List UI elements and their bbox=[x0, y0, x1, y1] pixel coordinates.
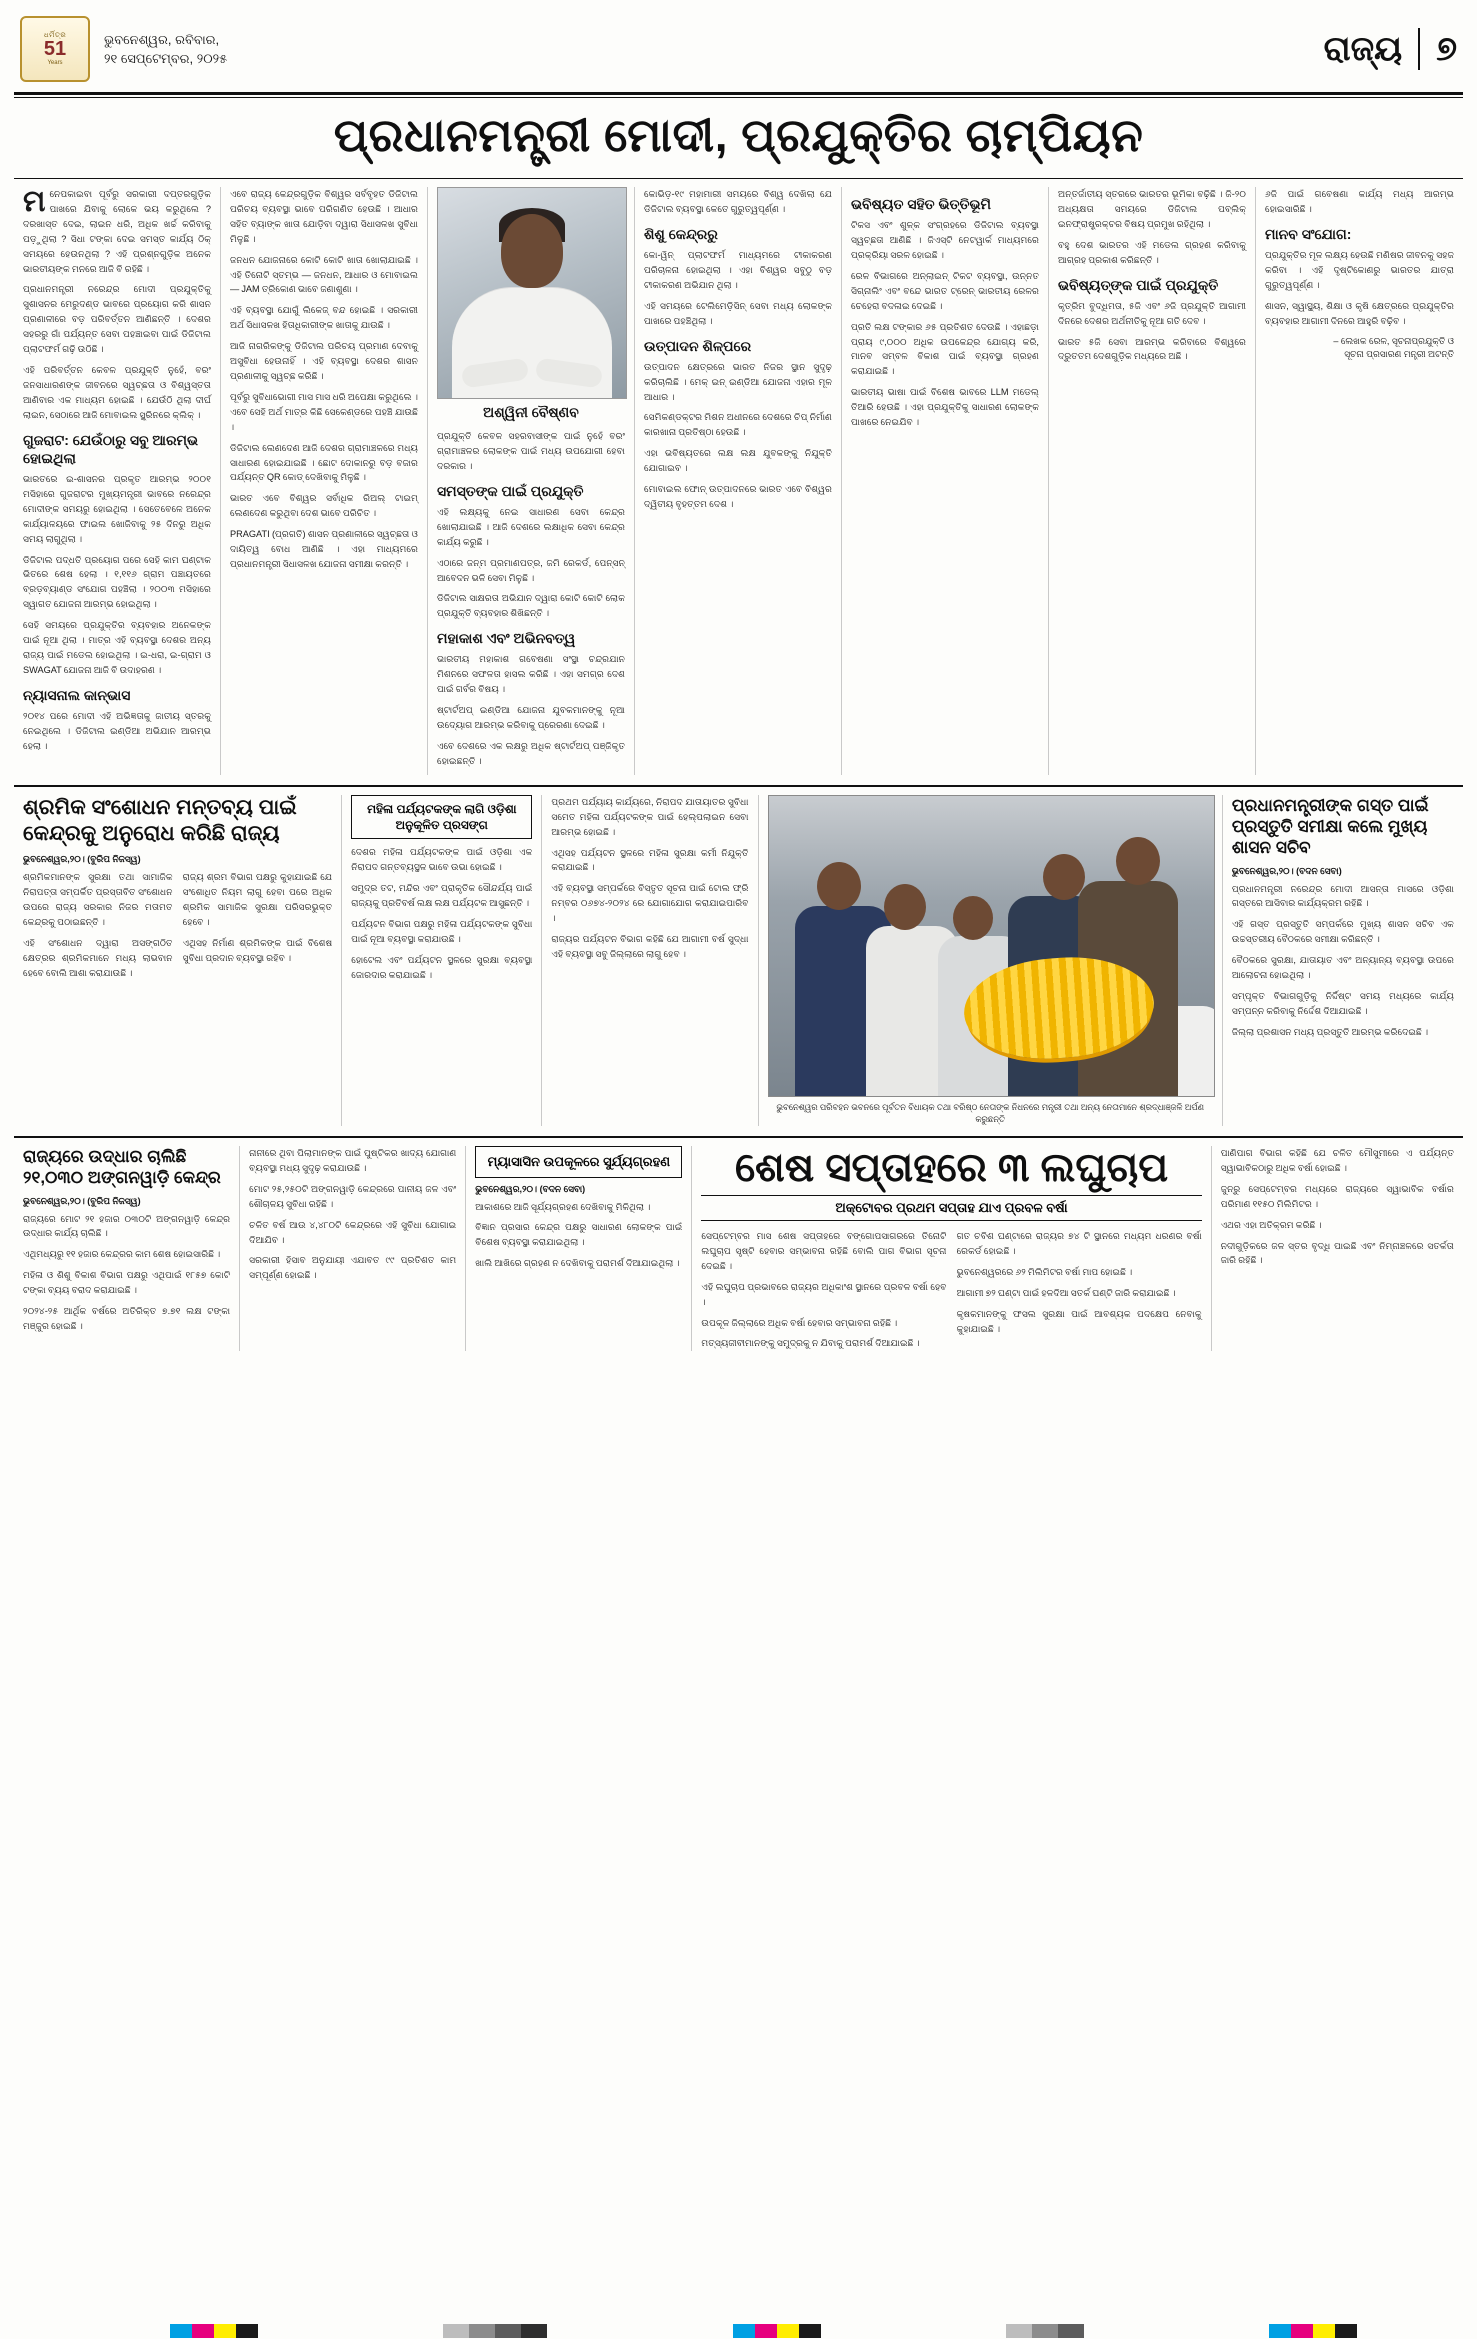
masthead-rule-thin bbox=[14, 97, 1463, 98]
paragraph: ଭୁବନେଶ୍ୱରରେ ୬୨ ମିଲିମିଟର ବର୍ଷା ମାପ ହୋଇଛି । bbox=[956, 1266, 1133, 1277]
story-dateline: ଭୁବନେଶ୍ୱର,୨୦। (ବଦନ ସେବା) bbox=[1231, 865, 1342, 876]
paragraph: ପ୍ରଧାନମନ୍ତ୍ରୀ ନରେନ୍ଦ୍ର ମୋଦୀ ପ୍ରଯୁକ୍ତିକୁ ସୁଶାସନର ମେରୁଦଣ୍ଡ ଭାବରେ ପ୍ରୟୋଗ କରି ଶାସନ ପ୍ରଣାଳୀରେ ବଡ଼ ପରିବର୍ତ୍ତନ ଆଣିଛନ୍ତି । ଦେଶର ସହରରୁ ଗାଁ ପର୍ଯ୍ୟନ୍ତ ସେବା ପହଞ୍ଚାଇବା ପାଇଁ ଡିଜିଟାଲ ପ୍ଲାଟଫର୍ମ ଗଢ଼ି ଉଠିଛି । bbox=[23, 284, 211, 355]
paragraph: ମହିଳା ଓ ଶିଶୁ ବିକାଶ ବିଭାଗ ପକ୍ଷରୁ ଏଥିପାଇଁ ୧୮୫୭ କୋଟି ଟଙ୍କା ବ୍ୟୟ ବରାଦ କରାଯାଇଛି । bbox=[23, 1270, 231, 1296]
story-body bbox=[701, 1229, 1201, 1351]
photo-head-shape bbox=[501, 214, 563, 288]
paragraph: ଏହି ବ୍ୟବସ୍ଥା ସମ୍ପର୍କରେ ବିସ୍ତୃତ ସୂଚନା ପାଇଁ ଟୋଲ ଫ୍ରି ନମ୍ବର ୦୬୭୪-୨୦୨୪ ରେ ଯୋଗାଯୋଗ କରାଯାଇପାରିବ । bbox=[551, 883, 749, 924]
band-2 bbox=[14, 795, 1463, 1126]
paragraph: ସରକାରୀ ହିସାବ ଅନୁଯାୟୀ ଏଯାବତ ୯୯ ପ୍ରତିଶତ କାମ ସମ୍ପୂର୍ଣ୍ଣ ହୋଇଛି । bbox=[249, 1255, 457, 1281]
band-3 bbox=[14, 1146, 1463, 1351]
paragraph: ଏହି ଲଘୁଚାପ ପ୍ରଭାବରେ ରାଜ୍ୟର ଅଧିକାଂଶ ସ୍ଥାନରେ ପ୍ରବଳ ବର୍ଷା ହେବ । bbox=[701, 1281, 947, 1307]
story-pm-visit-review bbox=[1223, 795, 1463, 1126]
paragraph: ଖାଲି ଆଖିରେ ଗ୍ରହଣ ନ ଦେଖିବାକୁ ପରାମର୍ଶ ଦିଆଯାଇଥିଲା । bbox=[475, 1258, 680, 1269]
paragraph: ଭାରତୀୟ ଭାଷା ପାଇଁ ବିଶେଷ ଭାବରେ LLM ମଡେଲ୍‌ ତିଆରି ହେଉଛି । ଏହା ପ୍ରଯୁକ୍ତିକୁ ସାଧାରଣ ଲୋକଙ୍କ ପାଖରେ ନେଇଯିବ । bbox=[851, 387, 1039, 428]
paragraph: ଏହି ବ୍ୟବସ୍ଥା ଯୋଗୁଁ ଲିକେଜ୍‌ ବନ୍ଦ ହୋଇଛି । ସରକାରୀ ଅର୍ଥ ସିଧାସଳଖ ହିତାଧିକାରୀଙ୍କ ଖାତାକୁ ଯାଉଛି । bbox=[230, 305, 418, 331]
paragraph: ଏହି ସମୟରେ ଟେଲିମେଡ଼ିସିନ୍‌ ସେବା ମଧ୍ୟ ଲୋକଙ୍କ ପାଖରେ ପହଞ୍ଚିଥିଲା । bbox=[644, 300, 832, 326]
registration-color-bar bbox=[0, 2323, 1477, 2339]
boxed-headline: ମହିଳା ପର୍ଯ୍ୟଟକଙ୍କ ଲାଗି ଓଡ଼ିଶା ଅନୁକୂଳିତ ପ୍ରସଙ୍ଗ bbox=[351, 795, 532, 839]
paragraph: ରାଜ୍ୟରେ ମୋଟ ୨୧ ହଜାର ୦୩୦ଟି ଅଙ୍ଗନୱାଡ଼ି କେନ୍ଦ୍ର ଉଦ୍ଧାର କାର୍ଯ୍ୟ ଚାଲିଛି । bbox=[23, 1213, 231, 1239]
photo-caption: ଅଶ୍ୱିନୀ ବୈଷ୍ଣବ bbox=[483, 404, 579, 420]
paragraph: ଷ୍ଟାର୍ଟଅପ୍‌ ଇଣ୍ଡିଆ ଯୋଜନା ଯୁବକମାନଙ୍କୁ ନୂଆ ଉଦ୍ୟୋଗ ଆରମ୍ଭ କରିବାକୁ ପ୍ରେରଣା ଦେଇଛି । bbox=[437, 705, 625, 731]
paragraph: ପ୍ରଯୁକ୍ତି କେବଳ ସହରବାସୀଙ୍କ ପାଇଁ ନୁହେଁ ବରଂ ଗ୍ରାମାଞ୍ଚଳର ଲୋକଙ୍କ ପାଇଁ ମଧ୍ୟ ଉପଯୋଗୀ ହେବା ଦରକାର । bbox=[437, 431, 625, 471]
subheading: ଭବିଷ୍ୟତ୍‌ଙ୍କ ପାଇଁ ପ୍ରଯୁକ୍ତି bbox=[1058, 276, 1219, 293]
subheading: ଭବିଷ୍ୟତ ସହିତ ଭିତ୍ତିଭୂମି bbox=[851, 196, 991, 212]
paragraph: ଉପକୂଳ ଜିଲ୍ଲାରେ ଅଧିକ ବର୍ଷା ହେବାର ସମ୍ଭାବନା ରହିଛି । bbox=[701, 1317, 898, 1328]
subheading: ଶିଶୁ କେନ୍ଦ୍ରରୁ bbox=[644, 225, 718, 242]
photo-person-head-shape bbox=[817, 862, 861, 910]
paragraph: ଆକାଶରେ ଆଜି ସୂର୍ଯ୍ୟଗ୍ରହଣ ଦେଖିବାକୁ ମିଳିଥିଲା । bbox=[475, 1201, 651, 1212]
paragraph: ଡିଜିଟାଲ ସାକ୍ଷରତା ଅଭିଯାନ ଦ୍ୱାରା କୋଟି କୋଟି ଲୋକ ପ୍ରଯୁକ୍ତି ବ୍ୟବହାର ଶିଖିଛନ୍ତି । bbox=[437, 593, 625, 619]
paragraph: ଚଳିତ ବର୍ଷ ଆଉ ୪,୪୮୦ଟି କେନ୍ଦ୍ରରେ ଏହି ସୁବିଧା ଯୋଗାଇ ଦିଆଯିବ । bbox=[249, 1219, 457, 1245]
masthead-place: ଭୁବନେଶ୍ୱର, ରବିବାର, bbox=[104, 31, 220, 47]
lead-column-3 bbox=[428, 187, 635, 775]
paragraph: ଜନଧନ ଯୋଜନାରେ କୋଟି କୋଟି ଖାତା ଖୋଲାଯାଇଛି । ଏହି ତିନୋଟି ସ୍ତମ୍ଭ — ଜନଧନ, ଆଧାର ଓ ମୋବାଇଲ — JAM ତ୍ରିକୋଣ ଭାବେ ଜଣାଶୁଣା । bbox=[230, 254, 418, 295]
paragraph: ଉତ୍ପାଦନ କ୍ଷେତ୍ରରେ ଭାରତ ନିଜର ସ୍ଥାନ ସୁଦୃଢ଼ କରିଚାଲିଛି । ମେକ୍‌ ଇନ୍‌ ଇଣ୍ଡିଆ ଯୋଜନା ଏହାର ମୂଳ ଆଧାର । bbox=[644, 361, 832, 402]
paragraph: ପ୍ରଯୁକ୍ତିର ମୂଳ ଲକ୍ଷ୍ୟ ହେଉଛି ମଣିଷର ଜୀବନକୁ ସହଜ କରିବା । ଏହି ଦୃଷ୍ଟିକୋଣରୁ ଭାରତର ଯାତ୍ରା ଗୁରୁତ୍ୱପୂର୍ଣ୍ଣ । bbox=[1265, 250, 1454, 290]
paragraph: ମୋଟ ୨୫,୨୫୦ଟି ଅଙ୍ଗନୱାଡ଼ି କେନ୍ଦ୍ରରେ ପାନୀୟ ଜଳ ଏବଂ ଶୌଚାଳୟ ସୁବିଧା ରହିଛି । bbox=[249, 1183, 457, 1209]
paragraph: ବୈଠକରେ ସୁରକ୍ଷା, ଯାତାୟାତ ଏବଂ ଅନ୍ୟାନ୍ୟ ବ୍ୟବସ୍ଥା ଉପରେ ଆଲୋଚନା ହୋଇଥିଲା । bbox=[1231, 955, 1454, 981]
paragraph: ଆଗାମୀ ୭୨ ଘଣ୍ଟା ପାଇଁ ହଳଦିଆ ସତର୍କ ଘଣ୍ଟି ଜାରି କରାଯାଇଛି । bbox=[956, 1287, 1176, 1298]
paragraph: ପର୍ଯ୍ୟଟନ ବିଭାଗ ପକ୍ଷରୁ ମହିଳା ପର୍ଯ୍ୟଟକଙ୍କ ସୁବିଧା ପାଇଁ ନୂଆ ବ୍ୟବସ୍ଥା କରାଯାଉଛି । bbox=[351, 918, 533, 944]
lead-column-6 bbox=[1049, 187, 1256, 775]
story-labour-amendment bbox=[14, 795, 342, 1126]
paragraph: ମତ୍ସ୍ୟଜୀବୀମାନଙ୍କୁ ସମୁଦ୍ରକୁ ନ ଯିବାକୁ ପରାମର୍ଶ ଦିଆଯାଇଛି । bbox=[701, 1338, 920, 1349]
paragraph: ମୋବାଇଲ ଫୋନ୍‌ ଉତ୍ପାଦନରେ ଭାରତ ଏବେ ବିଶ୍ୱର ଦ୍ୱିତୀୟ ବୃହତ୍ତମ ଦେଶ । bbox=[644, 484, 832, 509]
portrait-photo bbox=[437, 187, 627, 399]
paragraph: କୋଭିଡ଼-୧୯ ମହାମାରୀ ସମୟରେ ବିଶ୍ୱ ଦେଖିଲା ଯେ ଡିଜିଟାଲ ବ୍ୟବସ୍ଥା କେତେ ଗୁରୁତ୍ୱପୂର୍ଣ୍ଣ । bbox=[644, 189, 832, 214]
story-dateline: ଭୁବନେଶ୍ୱର,୨୦। (ବୁରିପ ନିଜସ୍ୱ) bbox=[23, 854, 141, 865]
lead-column-7 bbox=[1256, 187, 1463, 775]
band2-rule bbox=[14, 785, 1463, 787]
page-number: ୭ bbox=[1436, 29, 1457, 68]
paragraph: ଏହା ଭବିଷ୍ୟତରେ ଲକ୍ଷ ଲକ୍ଷ ଯୁବକଙ୍କୁ ନିଯୁକ୍ତି ଯୋଗାଇବ । bbox=[644, 448, 832, 474]
story-dateline: ଭୁବନେଶ୍ୱର,୨୦। (ବଦନ ସେବା) bbox=[475, 1183, 586, 1194]
news-photo-block bbox=[759, 795, 1223, 1126]
paragraph: ମନେପକାଇବା ପୂର୍ବରୁ ସରକାରୀ ଦପ୍ତରଗୁଡ଼ିକ ପାଖରେ ଯିବାକୁ ଲୋକେ ଭୟ କରୁଥିଲେ ? ଦରଖାସ୍ତ ଦେଇ, ଲାଇନ ଧରି, ଅଧିକ ଖର୍ଚ୍ଚ କରିବାକୁ ପଡ଼ୁଥିଲା ? ସିଧା ଟଙ୍କା ଦେଇ ସମସ୍ତ କାର୍ଯ୍ୟ ଠିକ୍‌ ସମୟରେ ହେଉନଥିଲା ? ଏହି ପ୍ରଶ୍ନଗୁଡ଼ିକ ଅନେକ ଭାରତୀୟଙ୍କ ମନରେ ଆଜି ବି ରହିଛି । bbox=[23, 185, 211, 274]
byline bbox=[1265, 335, 1454, 363]
portrait-photo-box bbox=[437, 187, 625, 421]
paragraph: ପ୍ରଥମ ପର୍ଯ୍ୟାୟ କାର୍ଯ୍ୟରେ, ନିରାପଦ ଯାତାୟାତର ସୁବିଧା ସମେତ ମହିଳା ପର୍ଯ୍ୟଟକଙ୍କ ପାଇଁ ହେଲ୍ପଲାଇନ ସେବା ଆରମ୍ଭ ହୋଇଛି । bbox=[551, 796, 749, 837]
lead-column-5 bbox=[842, 187, 1049, 775]
story-body bbox=[23, 870, 332, 980]
paragraph-pragati: PRAGATI (ପ୍ରଗତି) ଶାସନ ପ୍ରଣାଳୀରେ ସ୍ୱଚ୍ଛତା ଓ ଦାୟିତ୍ୱ ବୋଧ ଆଣିଛି । ଏହା ମାଧ୍ୟମରେ ପ୍ରଧାନମନ୍ତ୍ରୀ ସିଧାସଳଖ ଯୋଜନା ସମୀକ୍ଷା କରନ୍ତି । bbox=[230, 529, 418, 569]
story-weather-cont bbox=[1212, 1146, 1463, 1351]
story-dateline: ଭୁବନେଶ୍ୱର,୨୦। (ବୁରିପ ନିଜସ୍ୱ) bbox=[23, 1195, 141, 1206]
paragraph: ସମ୍ପୃକ୍ତ ବିଭାଗଗୁଡ଼ିକୁ ନିର୍ଦ୍ଦିଷ୍ଟ ସମୟ ମଧ୍ୟରେ କାର୍ଯ୍ୟ ସମ୍ପନ୍ନ କରିବାକୁ ନିର୍ଦ୍ଦେଶ ଦିଆଯାଇଛି । bbox=[1231, 990, 1454, 1016]
boxed-headline: ମ୍ୟାସାସିନ ଉପକୂଳରେ ସୁର୍ଯ୍ୟଗ୍ରହଣ bbox=[475, 1146, 682, 1178]
subheading: ନ୍ୟାସନାଲ କାନ୍‌ଭାସ bbox=[23, 686, 131, 703]
paragraph: ରେଳ ବିଭାଗରେ ଅନ୍‌ଲାଇନ୍‌ ଟିକଟ ବ୍ୟବସ୍ଥା, ଉନ୍ନତ ସିଗ୍ନାଲିଂ ଏବଂ ବନ୍ଦେ ଭାରତ ଟ୍ରେନ୍‌ ଭାରତୀୟ ରେଳର ଚେହେରା ବଦଳାଇ ଦେଇଛି । bbox=[851, 270, 1039, 311]
paragraph: ରାଜ୍ୟର ପର୍ଯ୍ୟଟନ ବିଭାଗ କହିଛି ଯେ ଆଗାମୀ ବର୍ଷ ସୁଦ୍ଧା ଏହି ବ୍ୟବସ୍ଥା ସବୁ ଜିଲ୍ଲାରେ ଲାଗୁ ହେବ । bbox=[551, 934, 749, 959]
story-headline: ଶେଷ ସପ୍ତାହରେ ୩ ଲଘୁଚାପ bbox=[734, 1146, 1169, 1190]
paragraph: ଭାରତରେ ଇ-ଶାସନର ପ୍ରକୃତ ଆରମ୍ଭ ୨୦୦୧ ମସିହାରେ ଗୁଜରାଟର ମୁଖ୍ୟମନ୍ତ୍ରୀ ଭାବରେ ନରେନ୍ଦ୍ର ମୋଦୀଙ୍କ ସମୟରୁ ହୋଇଥିଲା । ସେତେବେଳେ ଅନେକ କାର୍ଯ୍ୟାଳୟରେ ଫାଇଲ ଖୋଜିବାକୁ ୨୫ ଦିନରୁ ଅଧିକ ସମୟ ଲାଗୁଥିଲା । bbox=[23, 473, 211, 544]
paragraph: ସେହି ସମୟରେ ପ୍ରଯୁକ୍ତିର ବ୍ୟବହାର ଅନେକଙ୍କ ପାଇଁ ନୂଆ ଥିଲା । ମାତ୍ର ଏହି ବ୍ୟବସ୍ଥା ଦେଶର ଅନ୍ୟ ରାଜ୍ୟ ପାଇଁ ମଡେଲ ହୋଇଥିଲା । ଇ-ଧରା, ଇ-ଗ୍ରାମ ଓ SWAGAT ଯୋଜନା ଆଜି ବି ଉଦାହରଣ । bbox=[23, 620, 211, 675]
paragraph: ଏବେ ଦେଶରେ ଏକ ଲକ୍ଷରୁ ଅଧିକ ଷ୍ଟାର୍ଟଅପ୍‌ ପଞ୍ଜିକୃତ ହୋଇଛନ୍ତି । bbox=[437, 740, 625, 766]
photo-person-head-shape bbox=[1116, 837, 1160, 885]
subheading: ଉତ୍ପାଦନ ଶିଳ୍ପରେ bbox=[644, 337, 752, 354]
byline-line-2: ସୂଚନା ପ୍ରସାରଣ ମନ୍ତ୍ରୀ ଅଟନ୍ତି bbox=[1344, 349, 1454, 360]
paragraph: ୬ଜି ପାଇଁ ଗବେଷଣା କାର୍ଯ୍ୟ ମଧ୍ୟ ଆରମ୍ଭ ହୋଇସାରିଛି । bbox=[1265, 189, 1454, 214]
lead-column-1 bbox=[14, 187, 221, 775]
paragraph: ପ୍ରଧାନମନ୍ତ୍ରୀ ନରେନ୍ଦ୍ର ମୋଦୀ ଆସନ୍ତା ମାସରେ ଓଡ଼ିଶା ଗସ୍ତରେ ଆସିବାର କାର୍ଯ୍ୟକ୍ରମ ରହିଛି । bbox=[1231, 883, 1454, 909]
band3-rule bbox=[14, 1136, 1463, 1138]
story-women-tourism-cont bbox=[542, 795, 758, 1126]
paragraph: ନଦୀଗୁଡ଼ିକରେ ଜଳ ସ୍ତର ବୃଦ୍ଧି ପାଇଛି ଏବଂ ନିମ୍ନାଞ୍ଚଳରେ ସତର୍କତା ଜାରି ରହିଛି । bbox=[1220, 1240, 1454, 1266]
masthead-date: ୨୧ ସେପ୍ଟେମ୍ବର, ୨୦୨୫ bbox=[104, 51, 228, 66]
story-subheadline: ଅକ୍ଟୋବର ପ୍ରଥମ ସପ୍ତାହ ଯାଏ ପ୍ରବଳ ବର୍ଷା bbox=[701, 1195, 1201, 1221]
masthead-dateline bbox=[104, 30, 227, 69]
paragraph: ଶ୍ରମିକମାନଙ୍କ ସୁରକ୍ଷା ତଥା ସାମାଜିକ ନିରାପତ୍ତା ସମ୍ପର୍କିତ ପ୍ରସ୍ତାବିତ ସଂଶୋଧନ ଉପରେ ରାଜ୍ୟ ସରକାର ନିଜର ମତାମତ କେନ୍ଦ୍ରକୁ ପଠାଇଛନ୍ତି । bbox=[23, 872, 173, 927]
logo-years-number: 51 bbox=[43, 38, 67, 61]
paragraph: ୨୦୨୪-୨୫ ଆର୍ଥିକ ବର୍ଷରେ ଅତିରିକ୍ତ ୭.୭୧ ଲକ୍ଷ ଟଙ୍କା ମଞ୍ଜୁର ହୋଇଛି । bbox=[23, 1306, 231, 1331]
subheading: ମାନବ ସଂଯୋଗ: bbox=[1265, 225, 1352, 242]
lead-headline: ପ୍ରଧାନମନ୍ତ୍ରୀ ମୋଦୀ, ପ୍ରଯୁକ୍ତିର ଚାମ୍ପିୟନ bbox=[333, 109, 1144, 161]
paragraph: ଏହି ଲକ୍ଷ୍ୟକୁ ନେଇ ସାଧାରଣ ସେବା କେନ୍ଦ୍ର ଖୋଲାଯାଇଛି । ଆଜି ଦେଶରେ ଲକ୍ଷାଧିକ ସେବା କେନ୍ଦ୍ର କାର୍ଯ୍ୟ କରୁଛି । bbox=[437, 506, 625, 547]
paragraph: କୃଷକମାନଙ୍କୁ ଫସଲ ସୁରକ୍ଷା ପାଇଁ ଆବଶ୍ୟକ ପଦକ୍ଷେପ ନେବାକୁ କୁହାଯାଇଛି । bbox=[956, 1308, 1202, 1334]
anniversary-logo-icon bbox=[20, 16, 90, 82]
byline-line-1: – ଲେଖକ ରେଳ, ସୂଚନାପ୍ରଯୁକ୍ତି ଓ bbox=[1333, 335, 1454, 346]
story-women-tourism bbox=[342, 795, 542, 1126]
lead-column-2 bbox=[221, 187, 428, 775]
paragraph: ଏଥିସହ ନିର୍ମାଣ ଶ୍ରମିକଙ୍କ ପାଇଁ ବିଶେଷ ସୁବିଧା ପ୍ରଦାନ ବ୍ୟବସ୍ଥା ରହିବ । bbox=[182, 937, 333, 963]
paragraph: ଏଥିମଧ୍ୟରୁ ୧୧ ହଜାର କେନ୍ଦ୍ରର କାମ ଶେଷ ହୋଇସାରିଛି । bbox=[23, 1249, 221, 1260]
news-photo-caption: ଭୁବନେଶ୍ୱର ପରିବହନ ଭବନରେ ପୂର୍ବତନ ବିଧାୟକ ତଥା ବରିଷ୍ଠ ନେତାଙ୍କ ନିଧନରେ ମନ୍ତ୍ରୀ ତଥା ଅନ୍ୟ ନେତାମାନେ ଶ୍ରଦ୍ଧାଞ୍ଜଳି ଅର୍ପଣ କରୁଛନ୍ତି bbox=[776, 1101, 1204, 1125]
paragraph: ନାନୀରେ ଥିବା ପିଲାମାନଙ୍କ ପାଇଁ ପୁଷ୍ଟିକର ଖାଦ୍ୟ ଯୋଗାଣ ବ୍ୟବସ୍ଥା ମଧ୍ୟ ସୁଦୃଢ଼ କରାଯାଉଛି । bbox=[249, 1148, 457, 1173]
subheading: ସମସ୍ତଙ୍କ ପାଇଁ ପ୍ରଯୁକ୍ତି bbox=[437, 482, 584, 499]
lead-column-4 bbox=[635, 187, 842, 775]
masthead-left bbox=[20, 16, 227, 82]
paragraph: ବହୁ ଦେଶ ଭାରତର ଏହି ମଡେଲ ଗ୍ରହଣ କରିବାକୁ ଆଗ୍ରହ ପ୍ରକାଶ କରିଛନ୍ତି । bbox=[1058, 239, 1246, 265]
paragraph: ଏଠାରେ ଜନ୍ମ ପ୍ରମାଣପତ୍ର, ଜମି ରେକର୍ଡ, ପେନ୍‌ସନ୍‌ ଆବେଦନ ଭଳି ସେବା ମିଳୁଛି । bbox=[437, 557, 625, 583]
paragraph: ରାଜ୍ୟ ଶ୍ରମ ବିଭାଗ ପକ୍ଷରୁ କୁହାଯାଇଛି ଯେ ସଂଶୋଧିତ ନିୟମ ଲାଗୁ ହେବା ପରେ ଅଧିକ ଶ୍ରମିକ ସାମାଜିକ ସୁରକ୍ଷା ପରିସରଭୁକ୍ତ ହେବେ । bbox=[182, 872, 333, 927]
subheading: ଗୁଜରାଟ: ଯେଉଁଠାରୁ ସବୁ ଆରମ୍ଭ ହୋଇଥିଲା bbox=[23, 431, 199, 466]
story-headline: ଶ୍ରମିକ ସଂଶୋଧନ ମନ୍ତବ୍ୟ ପାଇଁ କେନ୍ଦ୍ରକୁ ଅନୁରୋଧ କରିଛି ରାଜ୍ୟ bbox=[23, 795, 297, 846]
photo-person-head-shape bbox=[953, 896, 993, 940]
paragraph: ଟିକସ ଏବଂ ଶୁଳ୍କ ସଂଗ୍ରହରେ ଡିଜିଟାଲ ବ୍ୟବସ୍ଥା ସ୍ୱଚ୍ଛତା ଆଣିଛି । ଜିଏସ୍‌ଟି ନେଟୱାର୍କ ମାଧ୍ୟମରେ ପ୍ରକ୍ରିୟା ସରଳ ହୋଇଛି । bbox=[851, 220, 1039, 260]
paragraph: ସେପ୍ଟେମ୍ବର ମାସ ଶେଷ ସପ୍ତାହରେ ବଙ୍ଗୋପସାଗରରେ ତିନୋଟି ଲଘୁଚାପ ସୃଷ୍ଟି ହେବାର ସମ୍ଭାବନା ରହିଛି ବୋଲି ପାଗ ବିଭାଗ ସୂଚନା ଦେଇଛି । bbox=[701, 1231, 947, 1271]
story-anganwadi-cont bbox=[240, 1146, 466, 1351]
paragraph: ହୋଟେଲ ଏବଂ ପର୍ଯ୍ୟଟନ ସ୍ଥଳରେ ସୁରକ୍ଷା ବ୍ୟବସ୍ଥା ଜୋରଦାର କରାଯାଇଛି । bbox=[351, 954, 533, 980]
section-title: ରାଜ୍ୟ bbox=[1323, 29, 1403, 68]
paragraph: ପ୍ରତି ଲକ୍ଷ ଟଙ୍କାର ୬୫ ପ୍ରତିଶତ ଦେଉଛି । ଏହାଛଡ଼ା ପ୍ରାୟ ୯,୦୦୦ ଅଧିକ ଉପକେନ୍ଦ୍ର ଯୋଗ୍ୟ କରି, ମାନବ ସମ୍ବଳ ବିକାଶ ପାଇଁ ବ୍ୟବସ୍ଥା ଗ୍ରହଣ କରାଯାଇଛି । bbox=[851, 321, 1039, 377]
paragraph: ସେମିକଣ୍ଡକ୍ଟର ମିଶନ ଅଧୀନରେ ଦେଶରେ ଚିପ୍‌ ନିର୍ମାଣ କାରଖାନା ପ୍ରତିଷ୍ଠା ହେଉଛି । bbox=[644, 412, 832, 438]
masthead-divider bbox=[1418, 28, 1420, 70]
logo-top-label: ଧର୍ମିତ୍ର bbox=[43, 31, 67, 39]
paragraph: ଡିଜିଟାଲ ଲେଣଦେଣ ଆଜି ଦେଶର ଗ୍ରାମାଞ୍ଚଳରେ ମଧ୍ୟ ସାଧାରଣ ହୋଇଯାଇଛି । ଛୋଟ ଦୋକାନରୁ ବଡ଼ ବଜାର ପର୍ଯ୍ୟନ୍ତ QR କୋଡ୍‌ ଦେଖିବାକୁ ମିଳୁଛି । bbox=[230, 442, 418, 483]
paragraph: ଡିଜିଟାଲ ପଦ୍ଧତି ପ୍ରୟୋଗ ପରେ ସେହି କାମ ଘଣ୍ଟାକ ଭିତରେ ଶେଷ ହେଲା । ୧,୧୧୬ ଗ୍ରାମ ପଞ୍ଚାୟତରେ ବ୍ରଡ଼ବ୍ୟାଣ୍ଡ ସଂଯୋଗ ପହଞ୍ଚିଲା । ୨୦୦୩ ମସିହାରେ ସ୍ୱାଗତ ଯୋଜନା ଆରମ୍ଭ ହୋଇଥିଲା । bbox=[23, 554, 211, 610]
paragraph: ଦେଶର ମହିଳା ପର୍ଯ୍ୟଟକଙ୍କ ପାଇଁ ଓଡ଼ିଶା ଏକ ନିରାପଦ ଗନ୍ତବ୍ୟସ୍ଥଳ ଭାବେ ଉଭା ହୋଇଛି । bbox=[351, 847, 533, 873]
paragraph: ଆଜି ନାଗରିକଙ୍କୁ ଡିଜିଟାଲ ପରିଚୟ ପ୍ରମାଣ ଦେବାକୁ ଅସୁବିଧା ହେଉନାହିଁ । ଏହି ବ୍ୟବସ୍ଥା ଦେଶର ଶାସନ ପ୍ରଣାଳୀକୁ ସ୍ୱଚ୍ଛ କରିଛି । bbox=[230, 341, 418, 381]
paragraph: ଗତ ଚବିଶ ଘଣ୍ଟାରେ ରାଜ୍ୟର ୭୪ ଟି ସ୍ଥାନରେ ମଧ୍ୟମ ଧରଣର ବର୍ଷା ରେକର୍ଡ ହୋଇଛି । bbox=[956, 1231, 1202, 1256]
paragraph: ଜୁନ୍‌ରୁ ସେପ୍ଟେମ୍ବର ମଧ୍ୟରେ ରାଜ୍ୟରେ ସ୍ୱାଭାବିକ ବର୍ଷାର ପରିମାଣ ୧୧୫୦ ମିଲିମିଟର । bbox=[1220, 1183, 1454, 1209]
paragraph: ଭାରତୀୟ ମହାକାଶ ଗବେଷଣା ସଂସ୍ଥା ଚନ୍ଦ୍ରଯାନ ମିଶନରେ ସଫଳତା ହାସଲ କରିଛି । ଏହା ସମଗ୍ର ଦେଶ ପାଇଁ ଗର୍ବର ବିଷୟ । bbox=[437, 654, 625, 695]
paragraph: ଶାସନ, ସ୍ୱାସ୍ଥ୍ୟ, ଶିକ୍ଷା ଓ କୃଷି କ୍ଷେତ୍ରରେ ପ୍ରଯୁକ୍ତିର ବ୍ୟବହାର ଆଗାମୀ ଦିନରେ ଆହୁରି ବଢ଼ିବ । bbox=[1265, 300, 1454, 326]
paragraph: ଏହି ପରିବର୍ତ୍ତନ କେବଳ ପ୍ରଯୁକ୍ତି ନୁହେଁ, ବରଂ ଜନସାଧାରଣଙ୍କ ଜୀବନରେ ସ୍ୱଚ୍ଛତା ଓ ବିଶ୍ୱସ୍ତତା ଆଣିବାର ଏକ ମାଧ୍ୟମ ହୋଇଛି । ଯେଉଁଠି ଥିଲା ଦୀର୍ଘ ଲାଇନ, ସେଠାରେ ଆଜି ମୋବାଇଲ ସ୍କ୍ରିନରେ କ୍ଲିକ୍‌ । bbox=[23, 364, 211, 420]
paragraph: ଅନ୍ତର୍ଜାତୀୟ ସ୍ତରରେ ଭାରତର ଭୂମିକା ବଢ଼ିଛି । ଜି-୨୦ ଅଧ୍ୟକ୍ଷତା ସମୟରେ ଡିଜିଟାଲ ପବ୍ଲିକ୍‌ ଇନଫ୍ରାଷ୍ଟ୍ରକ୍ଚର ବିଷୟ ପ୍ରମୁଖ ରହିଥିଲା । bbox=[1058, 189, 1246, 229]
logo-years-label: Years bbox=[47, 60, 63, 67]
paragraph: କୋ-ୱିନ୍‌ ପ୍ଲାଟଫର୍ମ ମାଧ୍ୟମରେ ଟୀକାକରଣ ପରିଚାଳନା ହୋଇଥିଲା । ଏହା ବିଶ୍ୱର ସବୁଠୁ ବଡ଼ ଟୀକାକରଣ ଅଭିଯାନ ଥିଲା । bbox=[644, 250, 832, 290]
paragraph: କୃତ୍ରିମ ବୁଦ୍ଧିମତା, ୫ଜି ଏବଂ ୬ଜି ପ୍ରଯୁକ୍ତି ଆଗାମୀ ଦିନରେ ଦେଶର ଅର୍ଥନୀତିକୁ ନୂଆ ଗତି ଦେବ । bbox=[1058, 300, 1246, 326]
story-headline: ପ୍ରଧାନମନ୍ତ୍ରୀଙ୍କ ଗସ୍ତ ପାଇଁ ପ୍ରସ୍ତୁତି ସମୀକ୍ଷା କଲେ ମୁଖ୍ୟ ଶାସନ ସଚିବ bbox=[1231, 795, 1429, 858]
paragraph: ଭାରତ ଏବେ ବିଶ୍ୱର ସର୍ବାଧିକ ରିଅଲ୍‌ ଟାଇମ୍‌ ଲେଣଦେଣ କରୁଥିବା ଦେଶ ଭାବେ ପରିଚିତ । bbox=[230, 493, 418, 519]
paragraph: ଏହି ଗସ୍ତ ପ୍ରସ୍ତୁତି ସମ୍ପର୍କରେ ମୁଖ୍ୟ ଶାସନ ସଚିବ ଏକ ଉଚ୍ଚସ୍ତରୀୟ ବୈଠକରେ ସମୀକ୍ଷା କରିଛନ୍ତି । bbox=[1231, 919, 1454, 945]
paragraph: ଜିଲ୍ଲା ପ୍ରଶାସନ ମଧ୍ୟ ପ୍ରସ୍ତୁତି ଆରମ୍ଭ କରିଦେଇଛି । bbox=[1231, 1026, 1429, 1037]
news-photo bbox=[768, 795, 1215, 1097]
paragraph: ୨୦୧୪ ପରେ ମୋଦୀ ଏହି ଅଭିଜ୍ଞତାକୁ ଜାତୀୟ ସ୍ତରକୁ ନେଇଥିଲେ । ଡିଜିଟାଲ ଇଣ୍ଡିଆ ଅଭିଯାନ ଆରମ୍ଭ ହେଲା । bbox=[23, 710, 211, 751]
subheading: ମହାକାଶ ଏବଂ ଅଭିନବତ୍ୱ bbox=[437, 630, 576, 647]
paragraph: ଏଥର ଏହା ଅତିକ୍ରମ କରିଛି । bbox=[1220, 1219, 1322, 1230]
masthead-rule-thick bbox=[14, 92, 1463, 95]
story-weather bbox=[692, 1146, 1211, 1351]
story-eclipse bbox=[466, 1146, 692, 1351]
story-anganwadi bbox=[14, 1146, 240, 1351]
paragraph: ସମୁଦ୍ର ତଟ, ମନ୍ଦିର ଏବଂ ପ୍ରାକୃତିକ ସୌନ୍ଦର୍ଯ୍ୟ ପାଇଁ ରାଜ୍ୟକୁ ପ୍ରତିବର୍ଷ ଲକ୍ଷ ଲକ୍ଷ ପର୍ଯ୍ୟଟକ ଆସୁଛନ୍ତି । bbox=[351, 882, 533, 908]
paragraph: ଭାରତ ୫ଜି ସେବା ଆରମ୍ଭ କରିବାରେ ବିଶ୍ୱରେ ଦ୍ରୁତତମ ଦେଶଗୁଡ଼ିକ ମଧ୍ୟରେ ଅଛି । bbox=[1058, 336, 1246, 362]
paragraph: ବିଜ୍ଞାନ ପ୍ରସାର କେନ୍ଦ୍ର ପକ୍ଷରୁ ସାଧାରଣ ଲୋକଙ୍କ ପାଇଁ ବିଶେଷ ବ୍ୟବସ୍ଥା କରାଯାଇଥିଲା । bbox=[475, 1222, 683, 1248]
paragraph: ପୂର୍ବରୁ ସୁବିଧାଭୋଗୀ ମାସ ମାସ ଧରି ଅପେକ୍ଷା କରୁଥିଲେ । ଏବେ ସେହି ଅର୍ଥ ମାତ୍ର କିଛି ସେକେଣ୍ଡରେ ପହଞ୍ଚି ଯାଉଛି । bbox=[230, 391, 418, 432]
paragraph: ଏହି ସଂଶୋଧନ ଦ୍ୱାରା ଅସଙ୍ଗଠିତ କ୍ଷେତ୍ରର ଶ୍ରମିକମାନେ ମଧ୍ୟ ଲାଭବାନ ହେବେ ବୋଲି ଆଶା କରାଯାଉଛି । bbox=[23, 937, 173, 978]
masthead-right bbox=[1324, 28, 1457, 70]
masthead bbox=[14, 10, 1463, 88]
paragraph: ଏଥିସହ ପର୍ଯ୍ୟଟନ ସ୍ଥଳରେ ମହିଳା ସୁରକ୍ଷା କର୍ମୀ ନିଯୁକ୍ତି କରାଯାଇଛି । bbox=[551, 847, 749, 873]
photo-person-head-shape bbox=[884, 884, 926, 930]
lead-story-grid bbox=[14, 178, 1463, 775]
story-headline: ରାଜ୍ୟରେ ଉଦ୍ଧାର ଚାଲିଛି ୨୧,୦୩୦ ଅଙ୍ଗନୱାଡ଼ି କେନ୍ଦ୍ର bbox=[23, 1147, 221, 1188]
paragraph: ଏବେ ରାଜ୍ୟ କେନ୍ଦ୍ରଗୁଡ଼ିକ ବିଶ୍ୱର ସର୍ବବୃହତ ଡିଜିଟାଲ ପରିଚୟ ବ୍ୟବସ୍ଥା ଭାବେ ପରିଗଣିତ ହେଉଛି । ଆଧାର ସହିତ ବ୍ୟାଙ୍କ ଖାତା ଯୋଡ଼ିବା ଦ୍ୱାରା ସିଧାସଳଖ ସୁବିଧା ମିଳୁଛି । bbox=[230, 189, 418, 244]
paragraph: ପାଣିପାଗ ବିଭାଗ କହିଛି ଯେ ଚଳିତ ମୌସୁମୀରେ ଏ ପର୍ଯ୍ୟନ୍ତ ସ୍ୱାଭାବିକଠାରୁ ଅଧିକ ବର୍ଷା ହୋଇଛି । bbox=[1220, 1148, 1454, 1173]
photo-person-head-shape bbox=[1043, 854, 1085, 900]
